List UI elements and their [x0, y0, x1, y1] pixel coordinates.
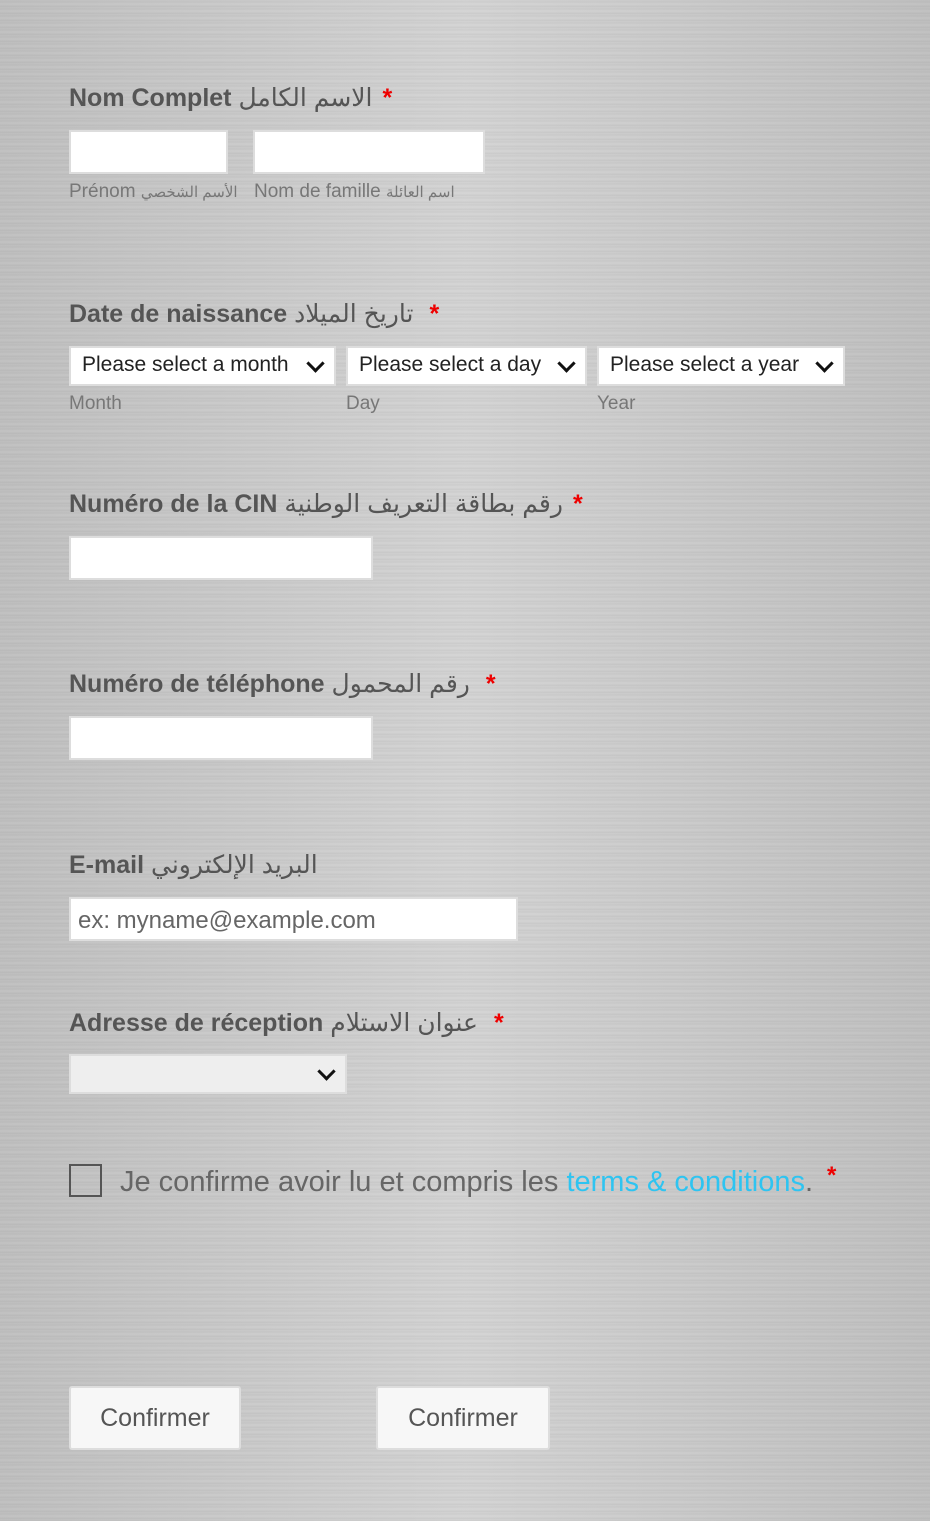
confirm-button-2[interactable]: Confirmer — [376, 1386, 550, 1450]
label-ar: الاسم الكامل — [238, 84, 373, 112]
phone-input[interactable] — [69, 716, 373, 760]
last-name-sublabel: Nom de famille اسم العائلة — [254, 181, 455, 202]
birth-date-label: Date de naissance تاريخ الميلاد * — [69, 300, 440, 328]
year-select[interactable]: Please select a year — [597, 346, 845, 386]
chevron-down-icon — [557, 354, 575, 372]
day-select[interactable]: Please select a day — [346, 346, 587, 386]
terms-checkbox[interactable] — [69, 1164, 102, 1197]
first-name-sublabel: Prénom الأسم الشخصي — [69, 181, 238, 202]
phone-label: Numéro de téléphone رقم المحمول * — [69, 670, 496, 698]
chevron-down-icon — [317, 1062, 335, 1080]
address-label: Adresse de réception عنوان الاستلام * — [69, 1009, 504, 1037]
year-sublabel: Year — [597, 393, 636, 414]
cin-label: Numéro de la CIN رقم بطاقة التعريف الوطنية * — [69, 490, 583, 518]
month-sublabel: Month — [69, 393, 122, 414]
cin-input[interactable] — [69, 536, 373, 580]
chevron-down-icon — [815, 354, 833, 372]
chevron-down-icon — [306, 354, 324, 372]
address-select[interactable] — [69, 1054, 347, 1094]
email-input[interactable]: ex: myname@example.com — [69, 897, 518, 941]
last-name-input[interactable] — [253, 130, 485, 174]
confirm-button[interactable]: Confirmer — [69, 1386, 241, 1450]
full-name-label — [69, 83, 392, 113]
terms-link[interactable]: terms & conditions — [566, 1166, 805, 1198]
required-star: * — [382, 84, 393, 112]
email-label: E-mail البريد الإلكتروني — [69, 851, 318, 879]
label-fr: Nom Complet — [69, 84, 232, 112]
terms-text: Je confirme avoir lu et compris les terms & conditions. * — [120, 1162, 837, 1198]
day-sublabel: Day — [346, 393, 380, 414]
month-select[interactable]: Please select a month — [69, 346, 336, 386]
first-name-input[interactable] — [69, 130, 228, 174]
